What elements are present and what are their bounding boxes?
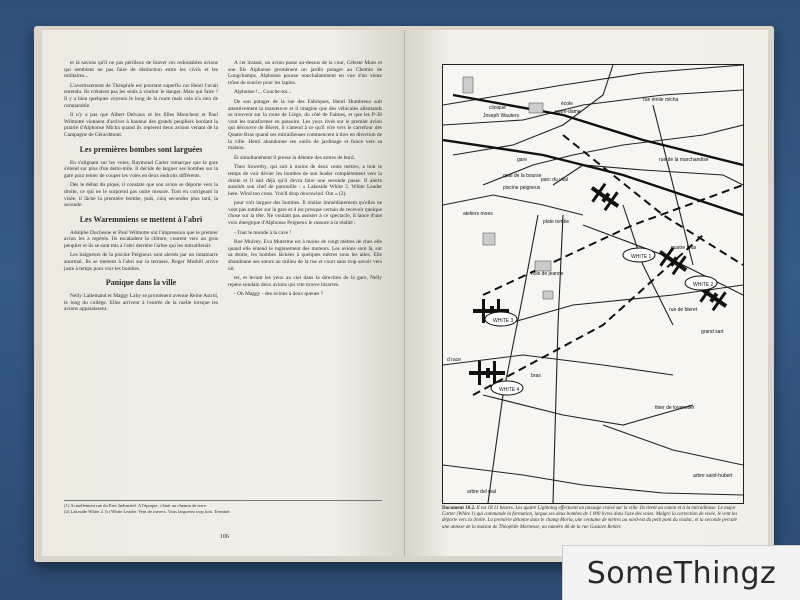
section-heading: Les premières bombes sont larguées: [79, 144, 203, 154]
watermark-logo: [562, 545, 800, 600]
map-labels: [447, 97, 733, 495]
section-heading: Panique dans la ville: [105, 278, 177, 288]
right-page: [408, 30, 768, 556]
map-label: quai de la bourse: [503, 173, 542, 179]
map-drawing: [443, 65, 743, 503]
paragraph: et là savons qu'il ne pas périlleux de braver ces redoutables avions qui semblent ne pas faire de distinction entre les civils et les militaires...: [64, 60, 218, 80]
map-label: école: [561, 101, 573, 107]
page-number: 106: [220, 534, 229, 540]
paragraph: Et simultanément il presse la détente des armes de bord.: [234, 154, 355, 161]
paragraph: - Tout le monde à la cave !: [234, 229, 292, 236]
watermark-text: SomeThingz: [586, 555, 777, 591]
map-label: WHITE 2: [693, 282, 714, 288]
footnote: (2) Lakeside White 2. Ici White Leader. Vent de travers. Vous larguerez trop loin. Terminé.: [64, 509, 231, 514]
map-label: rue de bleret: [669, 307, 698, 313]
paragraph: L'avertissement de Théophile est pourtant superflu car Henri l'avait entendu. Ils n'étaient pas les seuls à vouloir le danger. Mais qui faire ? Il y a bien quelques voyeurs le long de la route mais cela n'a rien de comparable.: [64, 82, 218, 109]
map-label: rue de la marchandise: [659, 157, 709, 163]
caption-title: Document 10.2.: [442, 506, 476, 511]
footnote: (1) Actuellement rue du Parc Industriel. A l'époque, c'était un chemin de terre.: [64, 503, 208, 508]
map-label: WHITE 3: [493, 318, 514, 324]
left-page: [42, 30, 405, 556]
paragraph: ter, et levant les yeux au ciel dans la direction de la gare, Nelly repère soudain deux avions qui vite trouve bizarres.: [228, 275, 382, 288]
paragraph: De son potager de la rue des Fabriques, Henri Humbreux suit attentivement la manœuvre et il imagine que des véhicules allemands se trouvent sur la route de Liège, du côté de Faimes, et que les P-38 vont les transformer en passoire. Les yeux rivés sur le premier avion qui découvre de Bleret, il s'attend à ce qu'il vire vers le carrefour des Quatre Bras quand ses mitrailleuses commencent à tirer en direction de la ville. Henri abandonne ses outils de jardinage et fonce vers sa maison.: [228, 98, 382, 152]
text-column-2: [228, 60, 382, 316]
map-label: parc du vital: [541, 177, 568, 183]
map-label: clinique: [489, 105, 506, 111]
map-label: quatre bras: [671, 245, 697, 251]
paragraph: Dès le début du piqué, il constate que son avion se déporte vers la droite, ce qui ne le surprend pas outre mesure. Tout en corrigeant la visée, il lâche la première bombe, puis, cinq secondes plus tard, la seconde.: [64, 182, 218, 209]
paragraph: Nelly Lallemand et Maggy Laby se promènent avenue Reine Astrid, le long du collège. Elles arrivent à l'entrée de la ruelle lorsque les avions apparaissent.: [64, 293, 218, 313]
map-label: d race: [447, 357, 461, 363]
map-label: WHITE 1: [631, 254, 652, 260]
map-label: grand sart: [701, 329, 724, 335]
paragraph: Il n'y a pas que Albert Delvaux et les filles Moncheur et Paul Wilmotte viennent d'arriver à hauteur des grands peupliers bordant la prairie d'Alphonse Micha quand ils repèrent deux avions venant de la Campagne de Gérardmont.: [64, 112, 218, 138]
map-label: bras: [531, 373, 541, 379]
map-label: arbre saint-hubert: [693, 473, 733, 479]
paragraph: En s'alignant sur les voies, Raymond Carter remarque que la gare s'étend sur plus d'un demi-mile. Il décide de larguer ses bombes sur la gare pour tenter de couper les voies en deux endroits différents.: [64, 159, 218, 179]
map-label: piscine peigneux: [503, 185, 541, 191]
street-map: [442, 64, 744, 504]
aircraft-icon: [586, 179, 625, 215]
map-label: WHITE 4: [499, 387, 520, 393]
paragraph: Roe Mulvey, Eva Muterme est à moins de vingt mètres de chez elle quand elle entend le rugissement des moteurs. Les avions sont là, sur sa droite, les bombes lâchées à quelques mètres sous les ailes. Elle abandonne ses sœurs au milieu de la rue et court sans trop savoir vers où.: [228, 239, 382, 272]
map-label: thier de lovenstier: [655, 405, 695, 411]
paragraph: Alphonse !... Couche-toi...: [234, 89, 292, 96]
paragraph: A cet instant, un avion passe au-dessus de la cour, Céleste Moes et son fils Alphonse promènent un jardin potager au Chemin de Longchamps. Alphonse pousse nonchalamment en vue d'un vieux trône de sourire pour les lapins.: [228, 60, 382, 86]
map-label: notre-dame: [555, 109, 581, 115]
map-label: ateliers moes: [463, 211, 493, 217]
left-page-columns: [64, 60, 382, 316]
footnotes: [64, 500, 382, 515]
paragraph: - Oh Maggy - des avions à deux queues ?: [234, 291, 324, 298]
formation-markers: [485, 248, 717, 395]
map-label: Joseph Wauters: [483, 113, 519, 119]
paragraph: Theo Sowerby, qui suit à moins de deux cents mètres, a tout le temps de voir dévier les bombes de son leader complètement vers la droite et il sait déjà qu'il devra faire une seconde passe. Il alerte aussitôt son chef de patrouille : « Lakeside White 2. White Leader here. Wind too cross. You'll drop downwind. Out » (2).: [228, 164, 382, 197]
map-label: rue émile micha: [643, 97, 679, 103]
text-column-1: [64, 60, 218, 316]
paragraph: Les baigneurs de la piscine Peigneux sont alertés par un tintamarre anormal. Ils se mettent à l'abri sur la terrasse. Roger Muthill arrive juste à temps pour voir les bombes.: [64, 252, 218, 272]
map-label: bois de jeanne: [531, 271, 564, 277]
map-label: gare: [517, 157, 528, 163]
map-label: plate tombe: [543, 219, 570, 225]
caption-text: Il est 18.11 heures. Les quatre Lightning effectuent un passage croisé sur la ville. Ils tirent au canon et à la mitrailleuse. Le major Carter (White 1) qui commande la formation, largue ses deux bombes de 1 000 livres dans l'axe des voies. Malgré la correction de visée, le vent les déporte vers la droite. La première détonne dans le champ Moria, une centaine de mètres au nord-est du petit pont du viaduc, et la seconde percute une annexe de la maison de Théophile Marnesse, au numéro 46 de la rue Gustave Renier.: [442, 506, 738, 530]
map-caption: [442, 506, 742, 531]
paragraph: Adolphe Duchesne et Paul Wilmotte ont l'impression que le premier avion les a repérés. Ils escaladent la clôture, courent vers un gros peuplier et ils se sont mis à l'abri derrière l'arbre qui les mitraillerait.: [64, 229, 218, 249]
open-book: [34, 26, 774, 562]
map-label: arbre del mal: [467, 489, 497, 495]
section-heading: Les Waremmiens se mettent à l'abri: [79, 214, 203, 224]
paragraph: pour voir larguer des bombes. Il réalise immédiatement qu'elles ne vont pas tomber sur la gare et il est presque certain de recevoir quelque chose sur la tête. Ne voulant pas assister à ce spectacle, il lance d'une voix énergique d'Alphonse Peigneux le rassure à la réalité :: [228, 200, 382, 227]
